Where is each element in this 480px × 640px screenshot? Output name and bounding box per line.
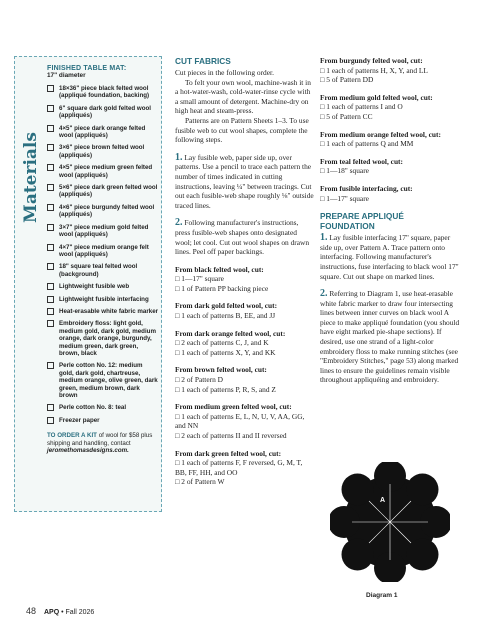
order-kit-text: of wool for $58 plus shipping and handling, contact [47, 432, 153, 447]
cut-group-title: From dark gold felted wool, cut: [175, 301, 278, 311]
cut-group [320, 157, 460, 184]
material-item-text: 5×6" piece dark green felted wool (appliqués) [59, 184, 158, 199]
material-item-text: 6" square dark gold felted wool (appliqués) [59, 104, 151, 120]
prepare-heading: PREPARE APPLIQUÉ FOUNDATION [320, 211, 404, 232]
cut-group [175, 449, 315, 495]
checkbox-icon [47, 296, 54, 303]
checkbox-icon [47, 404, 54, 411]
cut-group-title: From medium gold felted wool, cut: [320, 92, 433, 102]
group-spacer [175, 357, 315, 365]
material-item [47, 296, 159, 303]
material-item [47, 164, 159, 179]
material-item [47, 204, 159, 219]
checkbox-icon [47, 417, 54, 424]
cut-group-line: □ 1 each of patterns I and O [320, 102, 403, 112]
material-item [47, 263, 159, 278]
cut-group-line: □ 1 each of patterns B, EE, and JJ [175, 311, 276, 321]
material-item [47, 144, 159, 159]
cut-group-line: □ 1 each of patterns E, L, N, U, V, AA, GG, and NN [175, 411, 305, 431]
cut-group [175, 301, 315, 328]
group-spacer [175, 487, 315, 495]
material-item-text: 3×7" piece medium gold felted wool (appliqués) [59, 223, 149, 239]
material-item-text: Freezer paper [59, 416, 100, 424]
group-spacer [175, 321, 315, 329]
column-prepare [320, 56, 460, 393]
intro-line-2: To felt your own wool, machine-wash it in a hot-water-wash, cold-water-rinse cycle with a small amount of detergent. Machine-dry on high heat and steam-press. [175, 77, 311, 116]
magazine-issue: • Fall 2026 [61, 609, 95, 616]
material-item-text: Perle cotton No. 8: teal [59, 404, 127, 412]
cut-group-line: □ 1 each of patterns X, Y, and KK [175, 347, 276, 357]
prep-step-1 [320, 233, 460, 281]
cut-group-title: From teal felted wool, cut: [320, 156, 403, 166]
step-1-text: Lay fusible web, paper side up, over patterns. Use a pencil to trace each pattern the number of times indicated in cutting instructions, leaving ¼" between tracings. Cut out each fusible-web shape roughly ⅛" outside traced lines. [175, 152, 314, 210]
cut-group [320, 93, 460, 130]
cut-group-line: □ 2 of Pattern D [175, 375, 223, 385]
cut-group-line: □ 1—17" square [175, 274, 224, 284]
checkbox-icon [47, 320, 54, 327]
material-item-text: Perle cotton No. 12: medium gold, dark gold, chartreuse, medium orange, olive green, dark green, medium brown, dark brown [59, 362, 158, 399]
cut-group-line: □ 2 of Pattern W [175, 477, 225, 487]
cut-group-title: From medium green felted wool, cut: [175, 402, 292, 412]
checkbox-icon [47, 362, 54, 369]
checkbox-icon [47, 125, 54, 132]
material-item [47, 283, 159, 290]
checkbox-icon [47, 184, 54, 191]
checkbox-icon [47, 224, 54, 231]
material-item [47, 85, 159, 100]
cut-group-line: □ 1 each of patterns F, F reversed, G, M, T, BB, FF, HH, and OO [175, 458, 303, 477]
material-item [47, 244, 159, 259]
material-item [47, 417, 159, 424]
column-cut-fabrics [175, 56, 315, 495]
material-item-text: Lightweight fusible web [59, 283, 130, 291]
cut-group [175, 365, 315, 402]
cut-group-title: From fusible interfacing, cut: [320, 183, 413, 193]
cut-group-line: □ 2 each of patterns C, J, and K [175, 338, 269, 348]
cut-group-title: From medium orange felted wool, cut: [320, 129, 441, 139]
order-kit-note [47, 432, 159, 454]
group-spacer [320, 85, 460, 93]
material-item-text: 18" square teal felted wool (background) [59, 263, 138, 278]
checkbox-icon [47, 105, 54, 112]
group-spacer [175, 441, 315, 449]
cut-group [320, 184, 460, 211]
cut-group [175, 402, 315, 448]
cut-group [320, 130, 460, 157]
cut-step-1 [175, 153, 315, 211]
diagram-caption: Diagram 1 [366, 592, 398, 599]
cut-group-line: □ 1 of Pattern PP backing piece [175, 283, 269, 293]
intro-line-3: Patterns are on Pattern Sheets 1–3. To use fusible web to cut wool shapes, complete the following steps. [175, 115, 309, 145]
order-kit-site: jeromethomasdesigns.com. [47, 447, 129, 455]
step-2-text: Following manufacturer's instructions, press fusible-web shapes onto designated wool; let cool. Cut out wool shapes on drawn lines. Peel off paper backings. [175, 218, 310, 257]
material-item-text: Heat-erasable white fabric marker [59, 307, 159, 315]
finished-mat-heading: FINISHED TABLE MAT: [47, 65, 127, 72]
order-kit-lead: TO ORDER A KIT [47, 432, 97, 440]
cut-group [175, 265, 315, 302]
cut-group [320, 56, 460, 93]
cut-group-line: □ 1—17" square [320, 193, 369, 203]
material-item [47, 184, 159, 199]
intro-line-1: Cut pieces in the following order. [175, 68, 274, 77]
material-item [47, 224, 159, 239]
cut-group-title: From black felted wool, cut: [175, 264, 264, 274]
material-item [47, 105, 159, 120]
materials-list [47, 65, 159, 454]
checkbox-icon [47, 263, 54, 270]
cut-fabrics-heading: CUT FABRICS [175, 56, 231, 66]
material-item-text: Embroidery floss: light gold, medium gold, dark gold, medium orange, dark orange, burgundy, medium green, dark green, brown, black [59, 320, 156, 357]
material-item-text: 4×5" piece dark orange felted wool (appliqués) [59, 124, 146, 140]
page-number: 48 [26, 606, 37, 616]
materials-sidebar [14, 56, 162, 512]
step-1-number: 1. [175, 151, 183, 163]
prep-step-1-text: Lay fusible interfacing 17" square, paper side up, over Pattern A. Trace pattern onto interfacing. Following manufacturer's instructions, fuse interfacing to black wool 17" square. Cut out shape on marked lines. [320, 233, 459, 281]
cut-group-title: From dark orange felted wool, cut: [175, 328, 286, 338]
materials-vertical-title [19, 125, 41, 225]
cut-group-line: □ 2 each of patterns II and II reversed [175, 431, 287, 440]
checkbox-icon [47, 204, 54, 211]
group-spacer [175, 293, 315, 301]
group-spacer [320, 176, 460, 184]
cut-group-title: From brown felted wool, cut: [175, 365, 267, 375]
magazine-name: APQ [43, 609, 60, 616]
cut-group-line: □ 1 each of patterns Q and MM [320, 139, 414, 149]
prep-step-2-number: 2. [320, 288, 328, 300]
cut-group-line: □ 5 of Pattern DD [320, 75, 374, 85]
page-footer [26, 606, 94, 616]
diagram-1-scalloped-shape [330, 462, 450, 582]
prep-step-2-text: Referring to Diagram 1, use heat-erasable white fabric marker to draw four intersecting lines between inner curves on black wool A piece to make appliqué foundation (you should have eight marked pie-shape sections). If desired, use one strand of a light-color embroidery floss to make running stitches (see "Embroidery Stitches," page 53) along marked lines to ensure the guidelines remain visible throughout appliquéing and embroidery. [320, 289, 460, 385]
checkbox-icon [47, 144, 54, 151]
cut-groups-col1 [175, 265, 315, 495]
cut-group-line: □ 5 of Pattern CC [320, 111, 373, 121]
material-item-text: Lightweight fusible interfacing [59, 295, 149, 303]
cut-group [175, 329, 315, 366]
step-2-number: 2. [175, 217, 183, 229]
material-item [47, 404, 159, 411]
cut-group-line: □ 1—18" square [320, 166, 369, 176]
material-item-text: 18×36" piece black felted wool (appliqué foundation, backing) [59, 85, 150, 100]
cut-group-title: From burgundy felted wool, cut: [320, 56, 423, 65]
cut-group-line: □ 1 each of patterns H, X, Y, and LL [320, 65, 428, 75]
material-item-text: 4×7" piece medium orange felt wool (appliqués) [59, 243, 149, 258]
cut-groups-col2 [320, 56, 460, 211]
cut-group-line: □ 1 each of patterns P, R, S, and Z [175, 384, 276, 394]
checkbox-icon [47, 283, 54, 290]
cut-step-2 [175, 218, 315, 256]
checkbox-icon [47, 164, 54, 171]
materials-items [47, 85, 159, 424]
material-item-text: 3×6" piece brown felted wool (appliqués) [59, 144, 145, 159]
group-spacer [320, 122, 460, 130]
material-item [47, 308, 159, 315]
material-item [47, 125, 159, 140]
materials-title-text: Materials [21, 132, 41, 223]
group-spacer [320, 149, 460, 157]
prep-step-1-number: 1. [320, 232, 328, 244]
material-item-text: 4×5" piece medium green felted wool (appliqués) [59, 164, 153, 179]
group-spacer [175, 394, 315, 402]
prep-step-2 [320, 289, 460, 385]
diagram-label-a: A [380, 497, 386, 504]
checkbox-icon [47, 244, 54, 251]
finished-mat-size: 17" diameter [47, 72, 86, 79]
group-spacer [320, 203, 460, 211]
checkbox-icon [47, 85, 54, 92]
checkbox-icon [47, 308, 54, 315]
material-item-text: 4×6" piece burgundy felted wool (appliqués) [59, 203, 155, 219]
material-item [47, 320, 159, 357]
material-item [47, 362, 159, 399]
cut-group-title: From dark green felted wool, cut: [175, 448, 282, 458]
